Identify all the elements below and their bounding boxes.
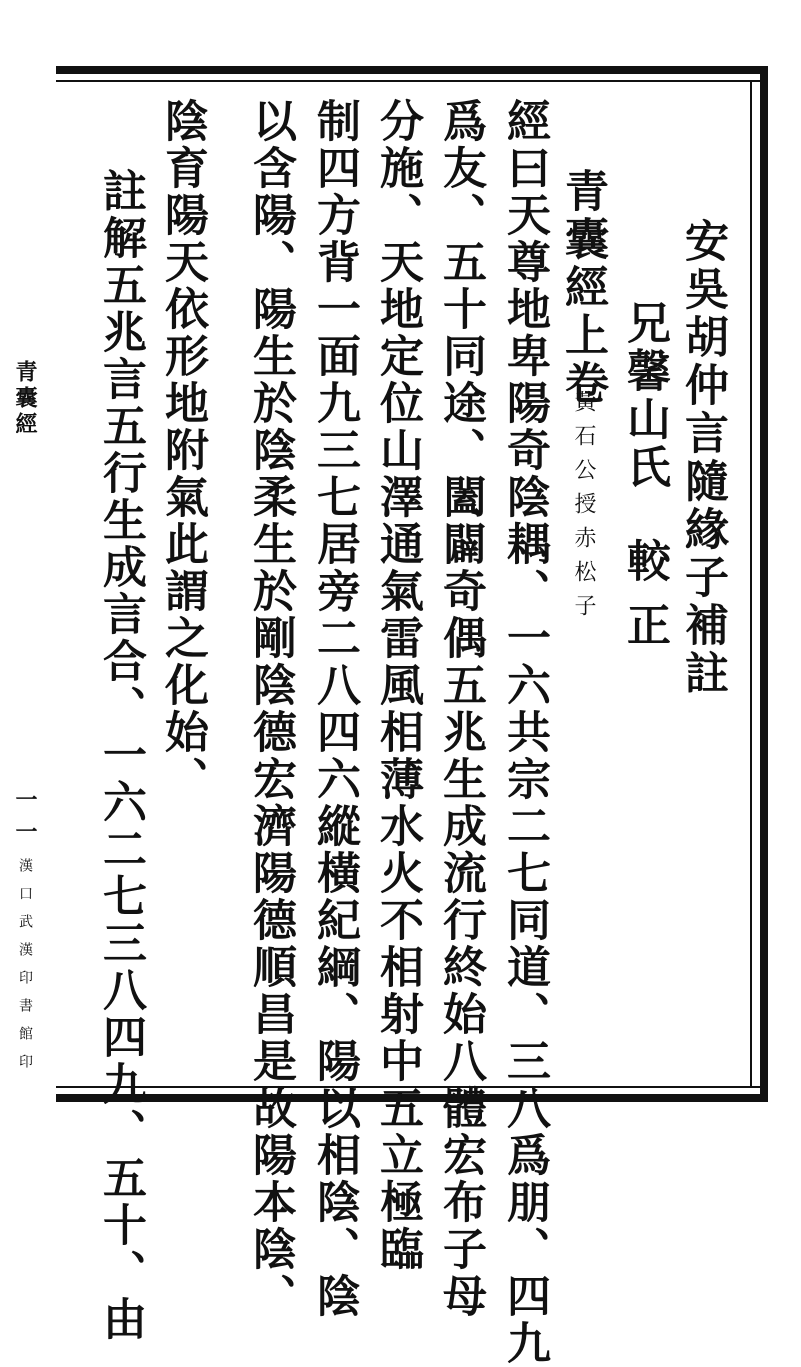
commentary-line: 註解五兆言五行生成言合、一六二七三八四九、五十、由 bbox=[95, 168, 146, 1343]
frame-top-inner-border bbox=[56, 80, 761, 82]
body-line: 以含陽、陽生於陰柔生於剛陰德宏濟陽德順昌是故陽本陰、 bbox=[245, 98, 296, 1320]
chapter-attribution: 黃石公授赤松子 bbox=[571, 390, 596, 628]
body-line: 分施、天地定位山澤通氣雷風相薄水火不相射中五立極臨 bbox=[372, 98, 423, 1273]
body-line: 陰育陽天依形地附氣此謂之化始、 bbox=[157, 98, 208, 803]
page-number: 一一 bbox=[12, 788, 38, 852]
chapter-title: 青囊經上卷 bbox=[557, 168, 608, 408]
frame-right-border bbox=[760, 66, 768, 1102]
body-line: 爲友、五十同途、闔闢奇偶五兆生成流行終始八體宏布子母 bbox=[435, 98, 486, 1320]
margin-book-title: 青囊經 bbox=[12, 360, 38, 438]
body-line: 制四方背一面九三七居旁二八四六縱橫紀綱、陽以相陰、陰 bbox=[309, 98, 360, 1320]
title-line: 安吳胡仲言隨緣子補註 bbox=[677, 218, 728, 698]
corrector-label: 較正 bbox=[619, 538, 670, 666]
printer-mark: 漢口武漢印書館印 bbox=[17, 858, 33, 1082]
frame-right-inner-border bbox=[750, 80, 752, 1088]
frame-top-border bbox=[56, 66, 768, 74]
author-line: 兄馨山氏 bbox=[619, 300, 670, 492]
body-line: 經曰天尊地卑陽奇陰耦、一六共宗二七同道、三八爲朋、四九 bbox=[499, 98, 550, 1367]
